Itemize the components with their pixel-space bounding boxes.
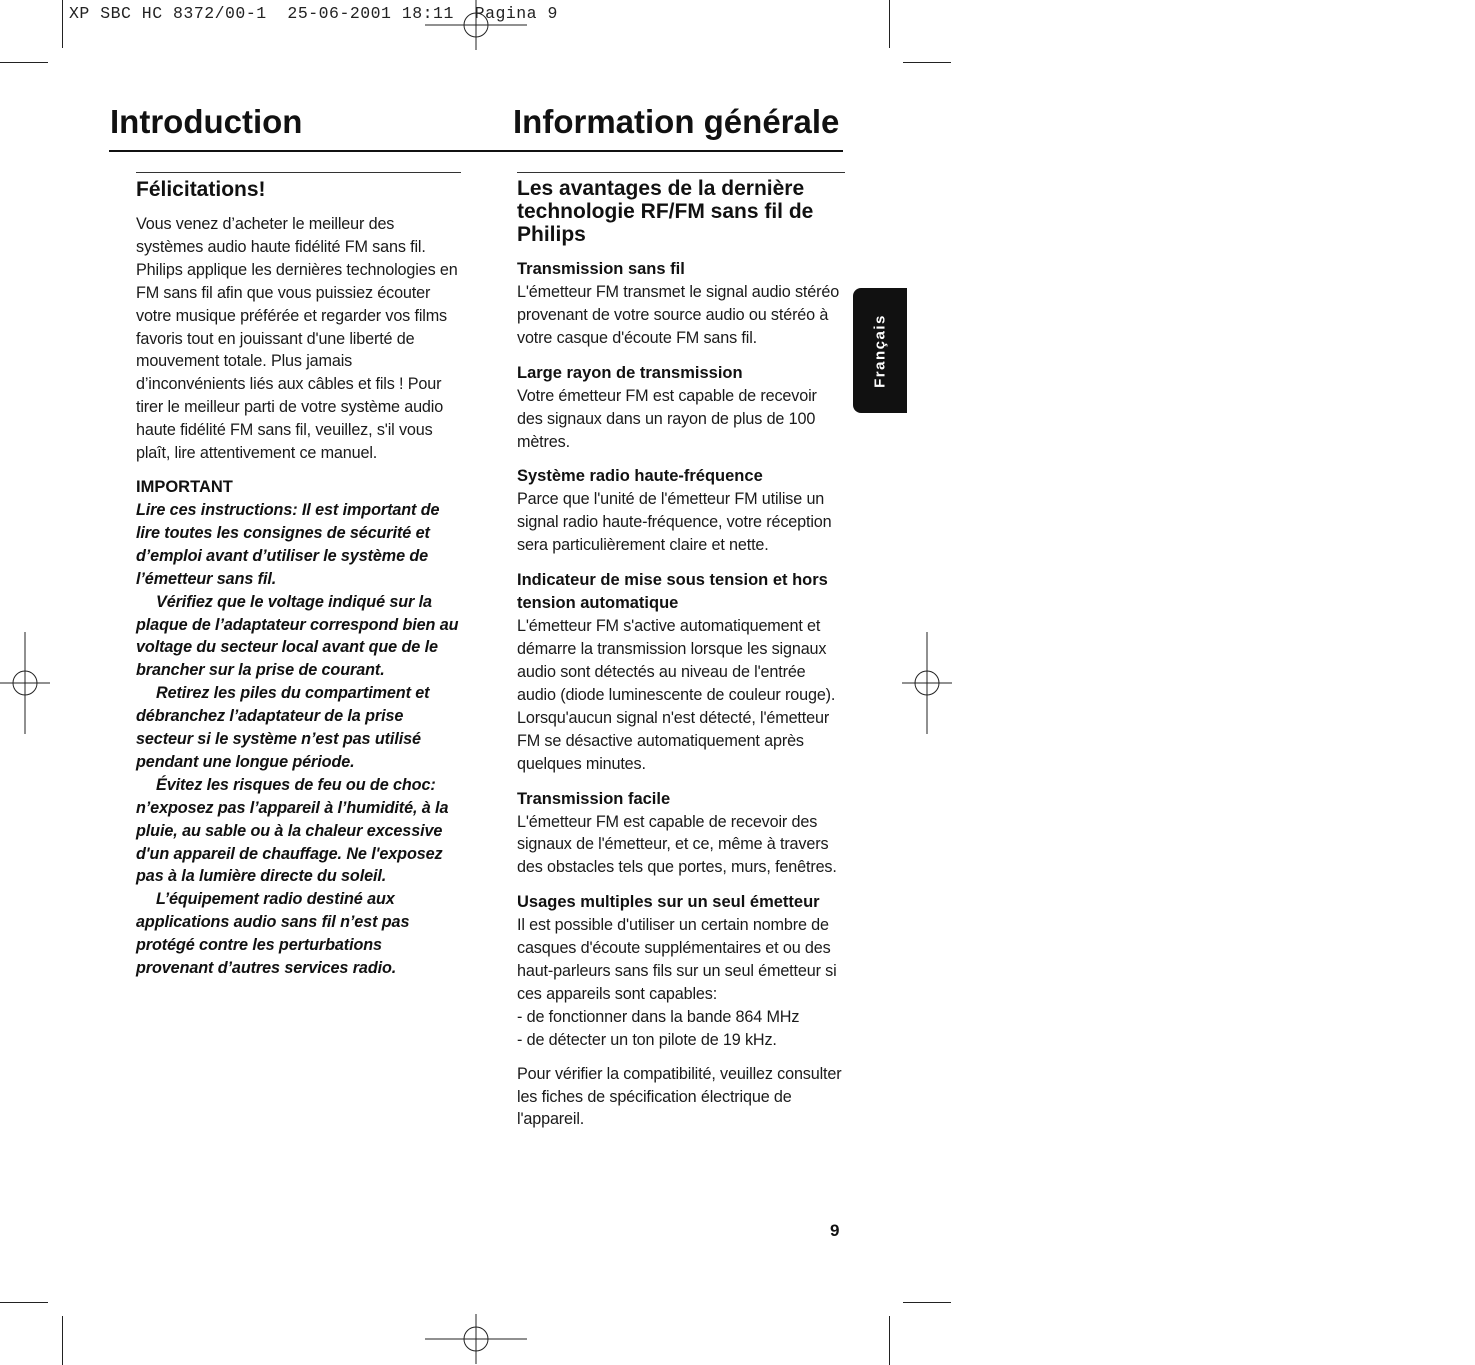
registration-mark-bottom <box>425 1314 527 1364</box>
left-column <box>136 172 461 980</box>
registration-mark-right <box>902 632 952 734</box>
warning-instruction: Lire ces instructions: Il est important de lire toutes les consignes de sécurité et d’emploi avant d’utiliser le système de l’émetteur sans fil. <box>136 500 440 588</box>
title-divider <box>109 150 843 152</box>
feature-text: Il est possible d'utiliser un certain nombre de casques d'écoute supplémentaires et ou des haut-parleurs sans fils sur un seul émetteur si ces appareils sont capables: <box>517 916 837 1003</box>
crop-mark <box>889 1316 890 1365</box>
warning-fire-shock: Évitez les risques de feu ou de choc: n’exposez pas l’appareil à l’humidité, à la pluie, au sable ou à la chaleur excessive d'un appareil de chauffage. Ne l'exposez pas à la lumière directe du soleil. <box>136 775 449 886</box>
crop-mark <box>62 1316 63 1365</box>
crop-mark <box>0 1302 48 1303</box>
crop-mark <box>903 1302 951 1303</box>
warning-radio-interference: L’équipement radio destiné aux applications audio sans fil n’est pas protégé contre les perturbations provenant d’autres services radio. <box>136 890 410 978</box>
feature-text: Parce que l'unité de l'émetteur FM utilise un signal radio haute-fréquence, votre réception sera particulièrement claire et nette. <box>517 490 832 555</box>
feature-title: Transmission facile <box>517 789 671 808</box>
intro-paragraph: Vous venez d’acheter le meilleur des systèmes audio haute fidélité FM sans fil. Philips applique les dernières technologies en FM sans fil afin que vous puissiez écouter votre musique préférée et regarder vos films favoris tout en jouissant d'une liberté de mouvement totale. Plus jamais d’inconvénients liés aux câbles et fils ! Pour tirer le meilleur parti de votre système audio haute fidélité FM sans fil, veuillez, s'il vous plaît, lire attentivement ce manuel. <box>136 215 458 463</box>
feature-text: Votre émetteur FM est capable de recevoir des signaux dans un rayon de plus de 100 mètres. <box>517 386 817 451</box>
feature-haute-frequence <box>517 465 845 557</box>
right-column <box>517 172 845 1131</box>
section-heading-felicitations: Félicitations! <box>136 178 266 201</box>
feature-transmission-sans-fil <box>517 258 845 350</box>
feature-text: L'émetteur FM est capable de recevoir des signaux de l'émetteur, et ce, même à travers des obstacles tels que portes, murs, fenêtres. <box>517 812 837 877</box>
warning-voltage: Vérifiez que le voltage indiqué sur la plaque de l’adaptateur correspond bien au voltage du secteur local avant que de le brancher sur la prise de courant. <box>136 592 459 680</box>
crop-mark <box>903 62 951 63</box>
language-tab-label: Français <box>871 313 889 388</box>
warning-batteries: Retirez les piles du compartiment et débranchez l’adaptateur de la prise secteur si le système n’est pas utilisé pendant une longue période. <box>136 684 430 771</box>
feature-title: Usages multiples sur un seul émetteur <box>517 893 820 912</box>
page-title-information-generale: Information générale <box>513 103 840 140</box>
crop-mark <box>0 62 48 63</box>
feature-large-rayon <box>517 362 845 454</box>
page-number: 9 <box>830 1221 840 1240</box>
language-tab <box>853 288 907 413</box>
feature-usages-multiples <box>517 891 845 1051</box>
print-header: XP SBC HC 8372/00-1 25-06-2001 18:11 Pagina 9 <box>69 4 558 23</box>
feature-title: Système radio haute-fréquence <box>517 467 763 486</box>
registration-mark-left <box>0 632 50 734</box>
list-item: - de fonctionner dans la bande 864 MHz <box>517 1007 800 1026</box>
feature-title: Transmission sans fil <box>517 260 685 278</box>
closing-paragraph: Pour vérifier la compatibilité, veuillez consulter les fiches de spécification électrique de l'appareil. <box>517 1064 842 1129</box>
important-label: IMPORTANT <box>136 477 233 496</box>
feature-transmission-facile <box>517 788 845 880</box>
feature-text: L'émetteur FM transmet le signal audio stéréo provenant de votre source audio ou stéréo à votre casque d'écoute FM sans fil. <box>517 283 840 347</box>
column-divider <box>136 172 461 173</box>
feature-title: Large rayon de transmission <box>517 363 743 382</box>
section-heading-avantages: Les avantages de la dernière technologie RF/FM sans fil de Philips <box>517 177 814 246</box>
crop-mark <box>62 0 63 48</box>
registration-mark-top <box>425 0 527 50</box>
column-divider <box>517 172 845 173</box>
feature-text: L'émetteur FM s'active automatiquement et démarre la transmission lorsque les signaux audio sont détectés au niveau de l'entrée audio (diode luminescente de couleur rouge). Lorsqu'aucun signal n'est détecté, l'émetteur FM se désactive automatiquement après quelques minutes. <box>517 617 836 773</box>
feature-indicateur-tension <box>517 569 845 775</box>
list-item: - de détecter un ton pilote de 19 kHz. <box>517 1030 777 1049</box>
crop-mark <box>889 0 890 48</box>
feature-title: Indicateur de mise sous tension et hors tension automatique <box>517 571 828 613</box>
page-title-introduction: Introduction <box>110 103 303 140</box>
